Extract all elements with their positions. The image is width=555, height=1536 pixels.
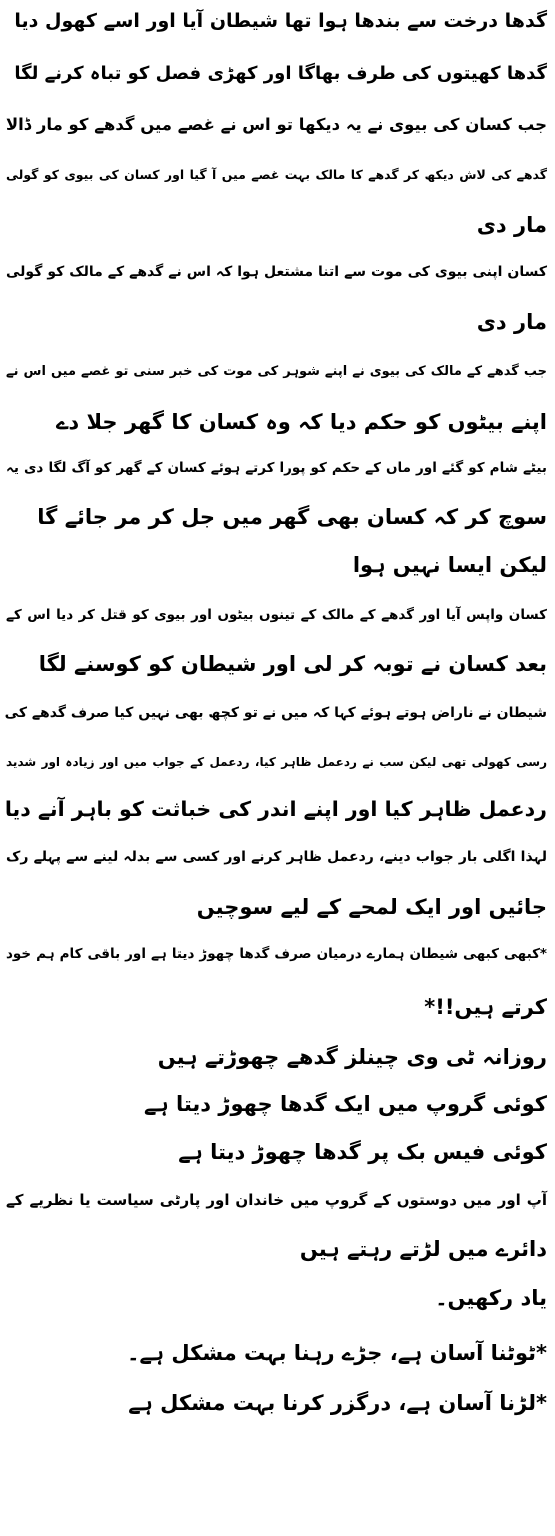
text-line: کوئی فیس بک پر گدھا چھوڑ دیتا ہے: [178, 1140, 547, 1164]
text-line: *ٹوٹنا آسان ہے، جڑے رہنا بہت مشکل ہے۔: [127, 1341, 547, 1365]
text-line: مار دی: [476, 213, 547, 237]
text-line: گدھا کھیتوں کی طرف بھاگا اور کھڑی فصل کو تباہ کرنے لگا: [14, 63, 547, 84]
text-line: ردعمل ظاہر کیا اور اپنے اندر کی خباثت کو باہر آنے دیا: [4, 797, 547, 821]
text-line: مار دی: [476, 310, 547, 334]
text-line: بیٹے شام کو گئے اور ماں کے حکم کو پورا کرتے ہوئے کسان کے گھر کو آگ لگا دی یہ: [6, 460, 547, 476]
text-line: دائرے میں لڑتے رہتے ہیں: [299, 1237, 547, 1261]
text-line: کسان اپنی بیوی کی موت سے اتنا مشتعل ہوا کہ اس نے گدھے کے مالک کو گولی: [6, 264, 547, 280]
text-line: روزانہ ٹی وی چینلز گدھے چھوڑتے ہیں: [157, 1045, 547, 1069]
text-line: جب کسان کی بیوی نے یہ دیکھا تو اس نے غصے میں گدھے کو مار ڈالا: [5, 115, 547, 134]
text-line: شیطان نے ناراض ہوتے ہوئے کہا کہ میں نے تو کچھ بھی نہیں کیا صرف گدھے کی: [4, 705, 547, 721]
text-line: لہذا اگلی بار جواب دینے، ردعمل ظاہر کرنے اور کسی سے بدلہ لینے سے پہلے رک: [6, 849, 547, 865]
text-line: *لڑنا آسان ہے، درگزر کرنا بہت مشکل ہے: [128, 1391, 547, 1415]
text-line: کرتے ہیں!!*: [424, 995, 547, 1019]
text-line: گدھا درخت سے بندھا ہوا تھا شیطان آیا اور اسے کھول دیا: [14, 10, 547, 32]
text-line: رسی کھولی تھی لیکن سب نے ردعمل ظاہر کیا، ردعمل کے جواب میں اور زیادہ اور شدید: [6, 755, 547, 769]
text-line: اپنے بیٹوں کو حکم دیا کہ وہ کسان کا گھر جلا دے: [56, 410, 547, 434]
text-line: بعد کسان نے توبہ کر لی اور شیطان کو کوسنے لگا: [38, 652, 547, 676]
text-line: جب گدھے کے مالک کی بیوی نے اپنے شوہر کی موت کی خبر سنی تو غصے میں اس نے: [6, 364, 547, 379]
text-line: جائیں اور ایک لمحے کے لیے سوچیں: [196, 895, 547, 919]
text-line: کوئی گروپ میں ایک گدھا چھوڑ دیتا ہے: [144, 1092, 547, 1116]
text-line: سوچ کر کہ کسان بھی گھر میں جل کر مر جائے گا: [37, 505, 547, 529]
text-line: لیکن ایسا نہیں ہوا: [352, 553, 547, 577]
text-line: گدھے کی لاش دیکھ کر گدھے کا مالک بہت غصے میں آ گیا اور کسان کی بیوی کو گولی: [6, 167, 547, 182]
text-line: کسان واپس آیا اور گدھے کے مالک کے تینوں بیٹوں اور بیوی کو قتل کر دیا اس کے: [6, 607, 547, 623]
text-line: یاد رکھیں۔: [435, 1286, 547, 1310]
text-line: آپ اور میں دوستوں کے گروپ میں خاندان اور پارٹی سیاست یا نظریے کے: [6, 1191, 547, 1209]
text-line: *کبھی کبھی شیطان ہمارے درمیان صرف گدھا چھوڑ دیتا ہے اور باقی کام ہم خود: [6, 946, 547, 962]
